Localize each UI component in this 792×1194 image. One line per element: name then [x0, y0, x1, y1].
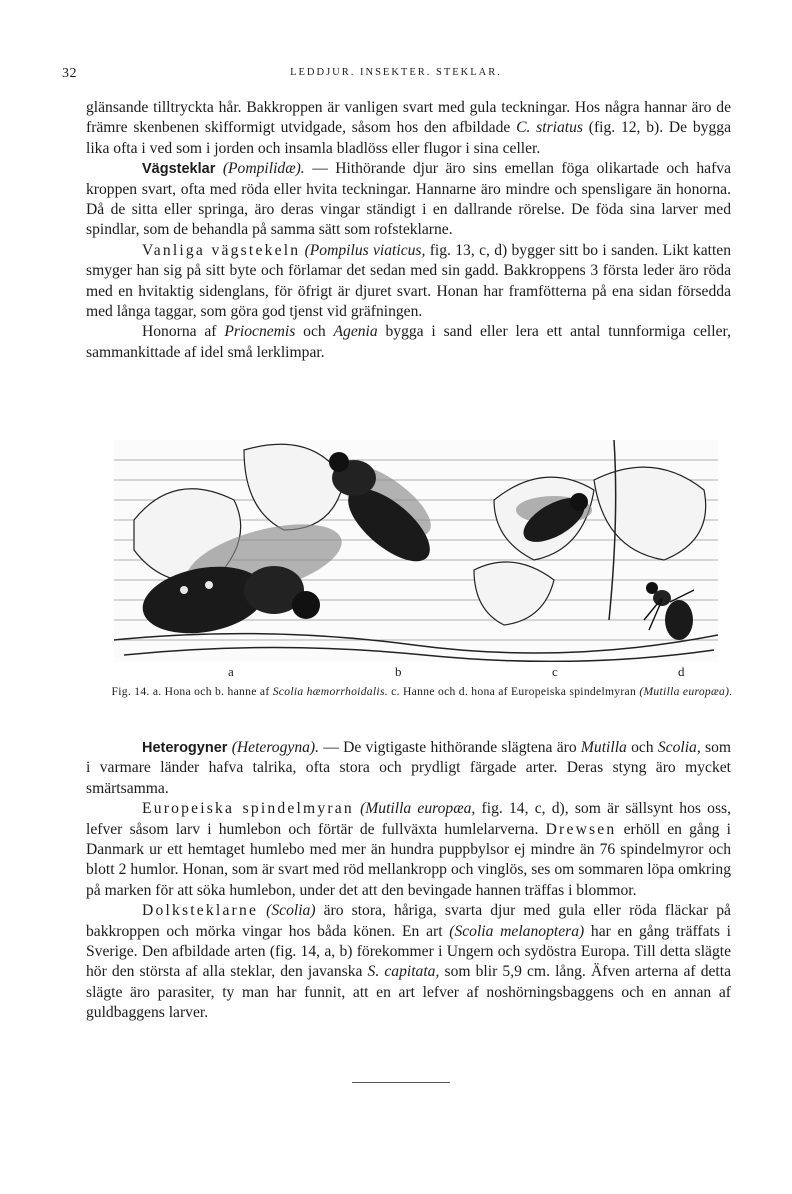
- wasp-a-head: [292, 591, 320, 619]
- mutilla-d-head: [646, 582, 658, 594]
- figure-14-illustration: [114, 440, 718, 662]
- mutilla-c-head: [570, 493, 588, 511]
- mutilla-d-abdomen: [665, 600, 693, 640]
- section-heading: Vägsteklar: [142, 161, 216, 178]
- figure-letters: [0, 664, 792, 684]
- figure-letter-b: b: [395, 664, 402, 679]
- page-number: 32: [62, 66, 77, 81]
- section-rule: [352, 1082, 450, 1083]
- figure-letter-d: d: [678, 664, 685, 679]
- page-header: [62, 58, 730, 88]
- paragraph-heterogyner: Heterogyner (Heterogyna). — De vigtigaste hithörande slägtena äro Mutilla och Scolia, som i varmare länder hafva talrika, ofta stora och prydligt färgade arter. Deras styng äro mycket smärtsamma.: [86, 739, 731, 797]
- paragraph-pompilus: Vanliga vägstekeln (Pompilus viaticus, fig. 13, c, d) bygger sitt bo i sanden. Likt katten smyger han sig på sitt byte och förlamar det sedan med sin gadd. Bakkroppens 3 första leder äro röda med en hvitaktig sidenglans, för öfrigt är djuret svart. Honan har framfötterna på ena sidan försedda med långa taggar, som göra god tjenst vid gräfningen.: [86, 241, 731, 321]
- figure-letter-c: c: [552, 664, 558, 679]
- top-text: [86, 98, 731, 363]
- figure-letter-a: a: [228, 664, 234, 679]
- running-head: LEDDJUR. INSEKTER. STEKLAR.: [290, 67, 502, 78]
- section-heading: Heterogyner: [142, 740, 228, 756]
- paragraph: glänsande tilltryckta hår. Bakkroppen är vanligen svart med gula teckningar. Hos några hannar äro de främre skenbenen skifformigt utvidgade, såsom hos den afbildade C. striatus (fig. 12, b). De bygga lika ofta i ved som i jorden och insamla bladlöss eller flugor i sina celler.: [86, 99, 731, 157]
- bottom-text: [86, 738, 731, 1024]
- paragraph-priocnemis: Honorna af Priocnemis och Agenia bygga i sand eller lera ett antal tunnformiga celler, sammankittade af idel små lerklimpar.: [86, 323, 731, 361]
- paragraph-spindelmyran: Europeiska spindelmyran (Mutilla europæa, fig. 14, c, d), som är sällsynt hos oss, lefver såsom larv i humlebon och förtär de fullväxta humlelarverna. Drewsen erhöll en gång i Danmark ur ett hemtaget humlebo med mer än hundra puppbylsor ej mindre än 76 spindelmyror och blott 2 humlor. Honan, som är svart med röd mellankropp och vinglös, ses om sommaren löpa omkring på marken för att söka humlebon, under det att den bevingade hannen träffas i blommor.: [86, 800, 732, 899]
- paragraph-vagsteklar: Vägsteklar (Pompilidæ). — Hithörande djur äro sins emellan föga olikartade och hafva kroppen svart, ofta med röda eller hvita teckningar. Hannarne äro mindre och spensligare än honorna. Då de sitta eller springa, äro deras vingar ständigt i en dallrande rörelse. De föda sina larver med spindlar, som de behandla på samma sätt som rofsteklarne.: [86, 160, 732, 239]
- wasp-b-head: [329, 452, 349, 472]
- figure-caption: Fig. 14. a. Hona och b. hanne af Scolia hæmorrhoidalis. c. Hanne och d. hona af Europeiska spindelmyran (Mutilla europæa).: [111, 685, 733, 698]
- paragraph-dolksteklarne: Dolksteklarne (Scolia) äro stora, håriga, svarta djur med gula eller röda fläckar på bakkroppen och mörka vingar hos båda könen. En art (Scolia melanoptera) har en gång träffats i Sverige. Den afbildade arten (fig. 14, a, b) förekommer i Ungern och sydöstra Europa. Till detta slägte hör den största af alla steklar, den javanska S. capitata, som blir 5,9 cm. lång. Äfven arterna af detta slägte äro parasiter, ty man har funnit, att en art lefver af noshörningsbaggens och en annan af guldbaggens larver.: [86, 902, 731, 1022]
